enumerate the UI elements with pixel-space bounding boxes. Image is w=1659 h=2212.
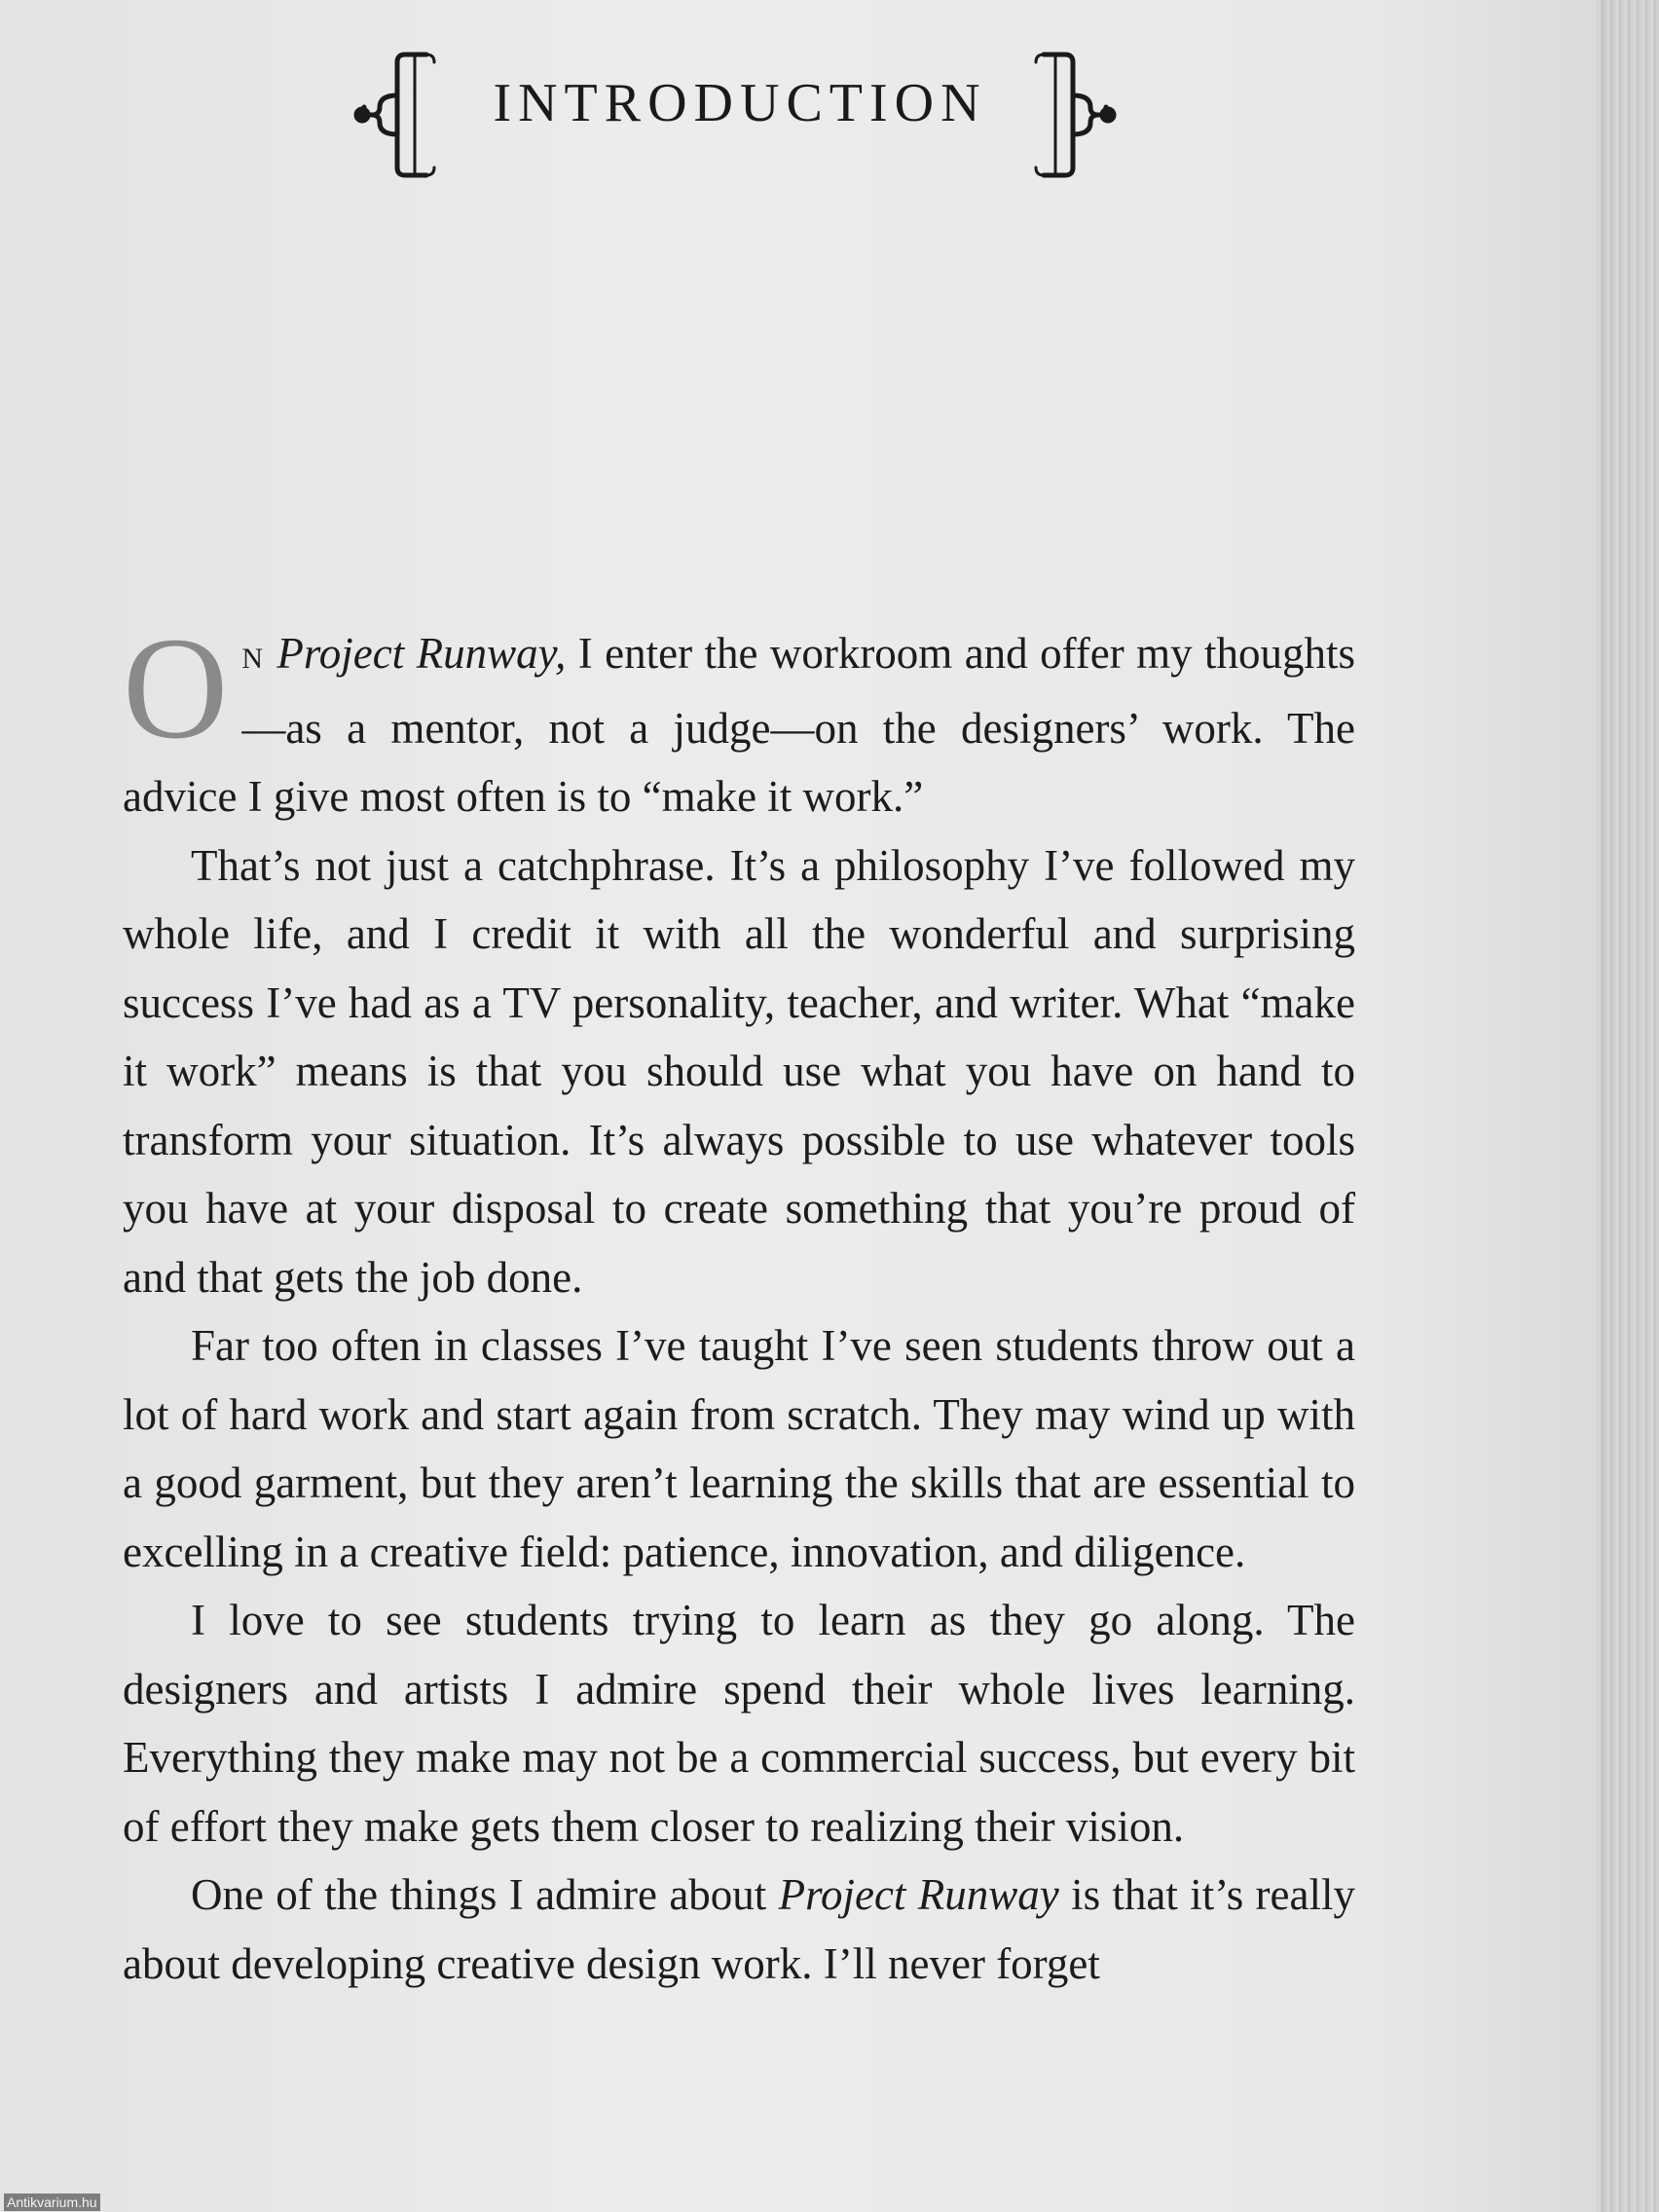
drop-cap: O [123, 608, 229, 769]
paragraph-4: I love to see students trying to learn as they go along. The designers and artists I admire spend their whole lives learning. Everything they make may not be a commercial success, but every bit of effort they make gets them closer to realizing their vision. [123, 1596, 1355, 1851]
chapter-heading [350, 47, 1129, 183]
left-bracket-ornament-icon [350, 47, 438, 183]
right-bracket-ornament-icon [1032, 47, 1120, 183]
body-text [123, 608, 1356, 1998]
watermark: Antikvarium.hu [4, 2194, 100, 2211]
show-title: Project Runway, [276, 629, 567, 678]
paragraph-1 [123, 608, 1356, 831]
show-title-2: Project Runway [778, 1870, 1059, 1919]
paragraph-2: That’s not just a catchphrase. It’s a philosophy I’ve followed my whole life, and I credit it with all the wonderful and surprising success I’ve had as a TV personality, teacher, and writer. What “make it work” means is that you should use what you have on hand to transform your situation. It’s always possible to use whatever tools you have at your disposal to create something that you’re proud of and that gets the job done. [123, 840, 1355, 1302]
paragraph-3: Far too often in classes I’ve taught I’ve seen students throw out a lot of hard work and start again from scratch. They may wind up with a good garment, but they aren’t learning the skills that are essential to excelling in a creative field: patience, innovation, and diligence. [123, 1321, 1355, 1576]
page-edge [1597, 0, 1659, 2212]
chapter-title: INTRODUCTION [493, 73, 987, 133]
opening-smallcap: N [241, 643, 265, 675]
paragraph-1-text: I enter the workroom and offer my thoughts—as a mentor, not a judge—on the designers’ work. The advice I give most often is to “make it work.” [123, 629, 1356, 821]
paragraph-5 [123, 1861, 1355, 1998]
paragraph-5-start: One of the things I admire about [191, 1870, 767, 1919]
paragraph-5-rest: is that it’s really about developing creative design work. I’ll never forget [123, 1870, 1355, 1988]
